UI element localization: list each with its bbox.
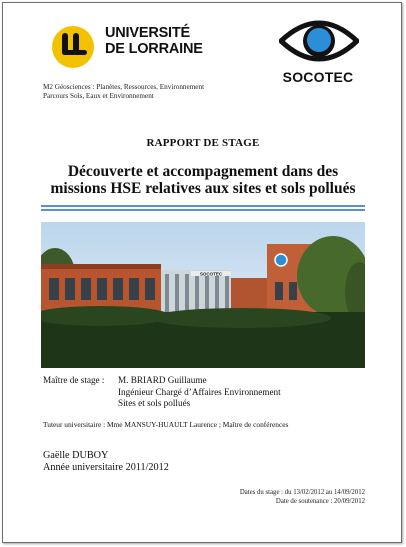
internship-dates: Dates du stage : du 13/02/2012 au 14/09/2012 <box>239 489 365 496</box>
university-name-line1: UNIVERSITÉ <box>105 25 191 41</box>
building-photo <box>41 222 365 368</box>
defense-date: Date de soutenance : 20/09/2012 <box>275 497 365 505</box>
title-divider-bottom <box>41 209 365 211</box>
document-page <box>2 2 402 543</box>
report-title-line1: Découverte et accompagnement dans des <box>67 163 339 180</box>
socotec-eye-logo-icon <box>279 13 359 69</box>
supervisor-label: Maître de stage : <box>43 375 105 385</box>
university-name <box>105 25 203 57</box>
dates-info <box>163 489 365 506</box>
tutor-info: Tuteur universitaire : Mme MANSUY-HUAULT Laurence ; Maître de conférences <box>43 420 289 429</box>
author-name: Gaëlle DUBOY <box>43 450 109 461</box>
socotec-wordmark: SOCOTEC <box>282 69 354 85</box>
photo-sign: SOCOTEC <box>199 271 223 277</box>
report-title <box>13 163 393 197</box>
supervisor-unit: Sites et sols pollués <box>118 398 191 408</box>
program-line2: Parcours Sols, Eaux et Environnement <box>43 92 154 100</box>
academic-year: Année universitaire 2011/2012 <box>43 462 169 473</box>
report-type: RAPPORT DE STAGE <box>146 137 260 149</box>
supervisor-details <box>118 375 281 410</box>
report-title-line2: missions HSE relatives aux sites et sols pollués <box>50 180 356 197</box>
program-line1: M2 Géosciences : Planètes, Ressources, Environnement <box>43 83 205 91</box>
title-divider-top <box>41 205 365 207</box>
author-info <box>43 450 169 474</box>
supervisor-role: Ingénieur Chargé d’Affaires Environnement <box>118 386 281 397</box>
supervisor-name: M. BRIARD Guillaume <box>118 375 207 385</box>
university-name-line2: DE LORRAINE <box>105 41 203 57</box>
program-info <box>43 83 204 101</box>
